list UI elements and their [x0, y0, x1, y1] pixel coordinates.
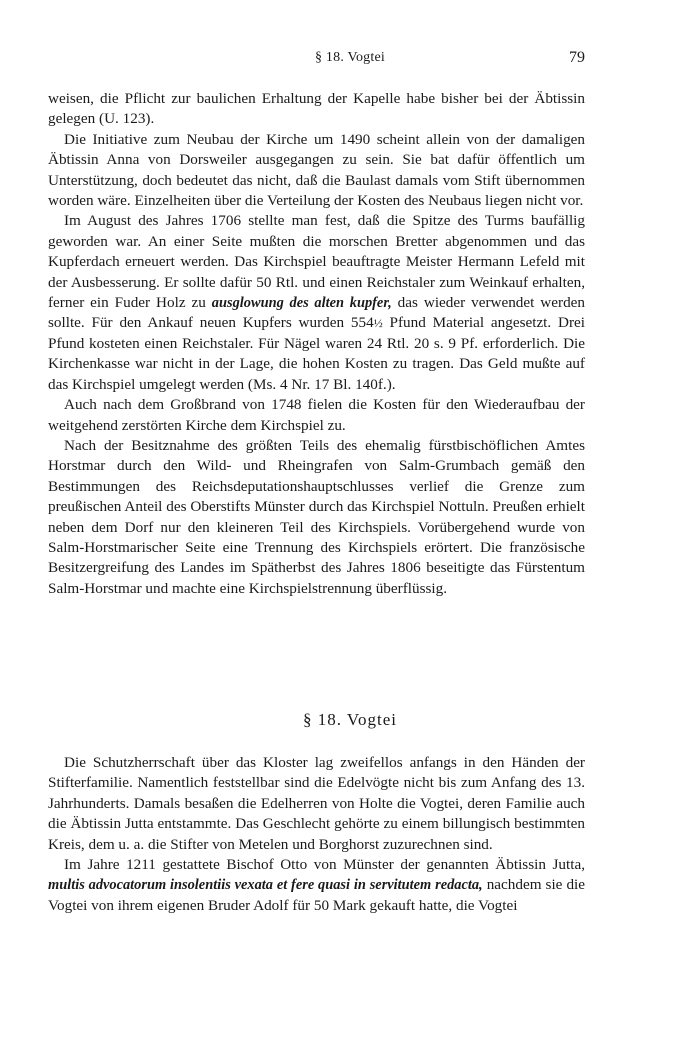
page-number: 79: [569, 49, 585, 66]
paragraph: [48, 855, 585, 916]
section-heading: § 18. Vogtei: [302, 710, 398, 729]
paragraph: Nach der Besitznahme des größten Teils des ehemalig fürstbischöflichen Amtes Horstmar durch den Wild- und Rheingrafen von Salm-Grumbach gemäß den Bestimmungen des Reichsdeputationshauptschlusses verlief die Grenze zum preußischen Anteil des Oberstifts Münster durch das Kirchspiel Nottuln. Preußen erhielt neben dem Dorf nur den kleineren Teil des Kirchspiels. Vorübergehend wurde von Salm-Horstmarischer Seite eine Trennung des Kirchspiels erörtert. Die französische Besitzergreifung des Landes im Spätherbst des Jahres 1806 beseitigte das Fürstentum Salm-Horstmar und machte eine Kirchspielstrennung überflüssig.: [48, 436, 585, 597]
paragraph: Auch nach dem Großbrand von 1748 fielen die Kosten für den Wiederaufbau der weitgehend zerstörten Kirche dem Kirchspiel zu.: [48, 396, 585, 434]
paragraph-text: Pfund Material angesetzt. Drei Pfund kosteten einen Reichstaler. Für Nägel waren 24 Rtl. 20 s. 9 Pf. erforderlich. Die Kirchenkasse war nicht in der Lage, die hohen Kosten zu tragen. Das Geld mußte auf das Kirchspiel umgelegt werden (Ms. 4 Nr. 17 Bl. 140f.).: [48, 314, 586, 393]
paragraph: [48, 211, 585, 395]
paragraph-text: nachdem sie die Vogtei von ihrem eigenen Bruder Adolf für 50 Mark gekauft hatte, die Vogtei: [48, 876, 586, 914]
body-text-vogtei: [48, 753, 585, 916]
body-text-top: [48, 89, 585, 599]
paragraph: Die Schutzherrschaft über das Kloster lag zweifellos anfangs in den Händen der Stifterfamilie. Namentlich feststellbar sind die Edelvögte nicht bis zum Anfang des 13. Jahrhunderts. Damals besaßen die Edelherren von Holte die Vogtei, deren Familie auch die Äbtissin Jutta entstammte. Das Geschlecht gehörte zu einem billungisch bestimmten Kreis, dem u. a. die Stifter von Metelen und Borghorst zuzurechnen sind.: [48, 754, 585, 853]
paragraph-text: das wieder verwendet werden sollte. Für den Ankauf neuen Kupfers wurden 554: [48, 294, 585, 332]
paragraph: weisen, die Pflicht zur baulichen Erhaltung der Kapelle habe bisher bei der Äbtissin gelegen (U. 123).: [48, 90, 585, 128]
running-title: § 18. Vogtei: [315, 50, 385, 65]
italic-quote: ausglowung des alten kupfer,: [211, 295, 392, 312]
italic-quote: multis advocatorum insolentiis vexata et fere quasi in servitutem redacta,: [48, 877, 483, 894]
paragraph-text: Im Jahre 1211 gestattete Bischof Otto von Münster der genannten Äbtissin Jutta,: [64, 856, 585, 874]
fraction: ½: [373, 316, 383, 331]
paragraph-text: Im August des Jahres 1706 stellte man fest, daß die Spitze des Turms baufällig geworden war. An einer Seite mußten die morschen Bretter abgenommen und das Kupferdach erneuert werden. Das Kirchspiel beauftragte Meister Hermann Lefeld mit der Ausbesserung. Er sollte dafür 50 Rtl. und einen Reichstaler zum Weinkauf erhalten, ferner ein Fuder Holz zu: [48, 212, 585, 312]
paragraph: Die Initiative zum Neubau der Kirche um 1490 scheint allein von der damaligen Äbtissin Anna von Dorsweiler ausgegangen zu sein. Sie bat dafür öffentlich um Unterstützung, doch bedeutet das nicht, daß die Baulast damals vom Stift übernommen worden wäre. Einzelheiten über die Verteilung der Kosten des Neubaus liegen nicht vor.: [48, 130, 585, 210]
